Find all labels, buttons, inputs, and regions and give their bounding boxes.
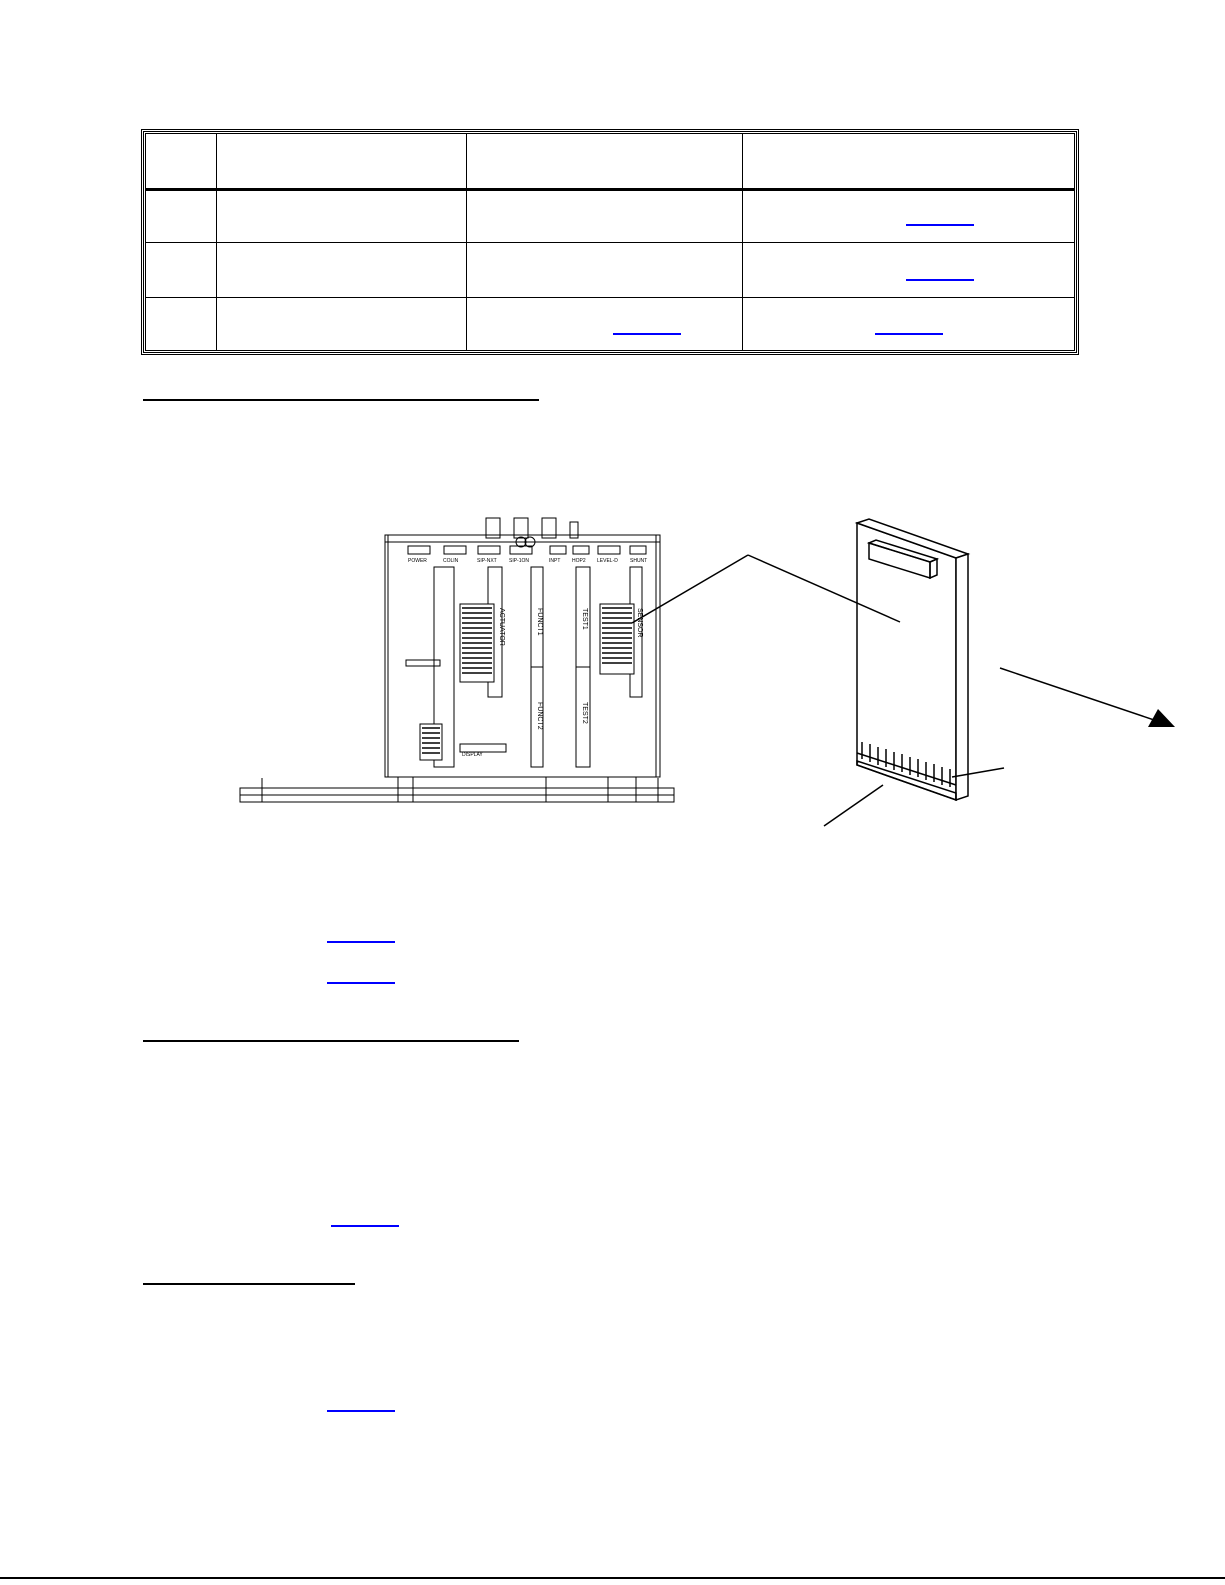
arrow-head-icon bbox=[1148, 709, 1175, 727]
slot-label: SENSOR bbox=[636, 608, 643, 638]
parts-table bbox=[141, 129, 1079, 355]
table-row-2-link[interactable] bbox=[906, 279, 974, 281]
plug-in-card-drawing bbox=[600, 515, 1170, 830]
slot-label: SHUNT bbox=[630, 558, 648, 564]
slot-label: FUNCT1 bbox=[536, 608, 543, 636]
slot-label: FUNCT2 bbox=[536, 702, 543, 730]
slot-label: DISPLAY bbox=[462, 752, 483, 758]
table-row-3-link-col4[interactable] bbox=[875, 333, 943, 335]
slot-label: POWER bbox=[408, 558, 427, 564]
section-reference-link[interactable] bbox=[331, 1225, 399, 1227]
slot-label: HOP2 bbox=[572, 558, 586, 564]
slot-label: LEVEL-D bbox=[597, 558, 618, 564]
table-row-1-link[interactable] bbox=[906, 224, 974, 226]
row-divider bbox=[146, 242, 1074, 243]
figure-reference-link-2[interactable] bbox=[327, 982, 395, 984]
slot-label: TEST1 bbox=[581, 608, 588, 630]
slot-label: SIP-NXT bbox=[477, 558, 497, 564]
slot-label: SIP-1ON bbox=[509, 558, 530, 564]
page-bottom-rule bbox=[0, 1577, 1225, 1579]
section-heading-underline bbox=[143, 1283, 355, 1285]
section-heading-underline bbox=[143, 399, 539, 401]
slot-label: ACTUATOR bbox=[498, 608, 505, 646]
figure-reference-link-1[interactable] bbox=[327, 941, 395, 943]
slot-label: INPT bbox=[549, 558, 561, 564]
slot-label: COLIN bbox=[443, 558, 459, 564]
parts-table-frame bbox=[145, 133, 1075, 351]
row-divider bbox=[146, 297, 1074, 298]
table-row-3-link-col3[interactable] bbox=[613, 333, 681, 335]
section-heading-underline bbox=[143, 1040, 519, 1042]
section-reference-link[interactable] bbox=[327, 1410, 395, 1412]
header-divider bbox=[146, 188, 1074, 191]
slot-label: TEST2 bbox=[581, 702, 588, 724]
